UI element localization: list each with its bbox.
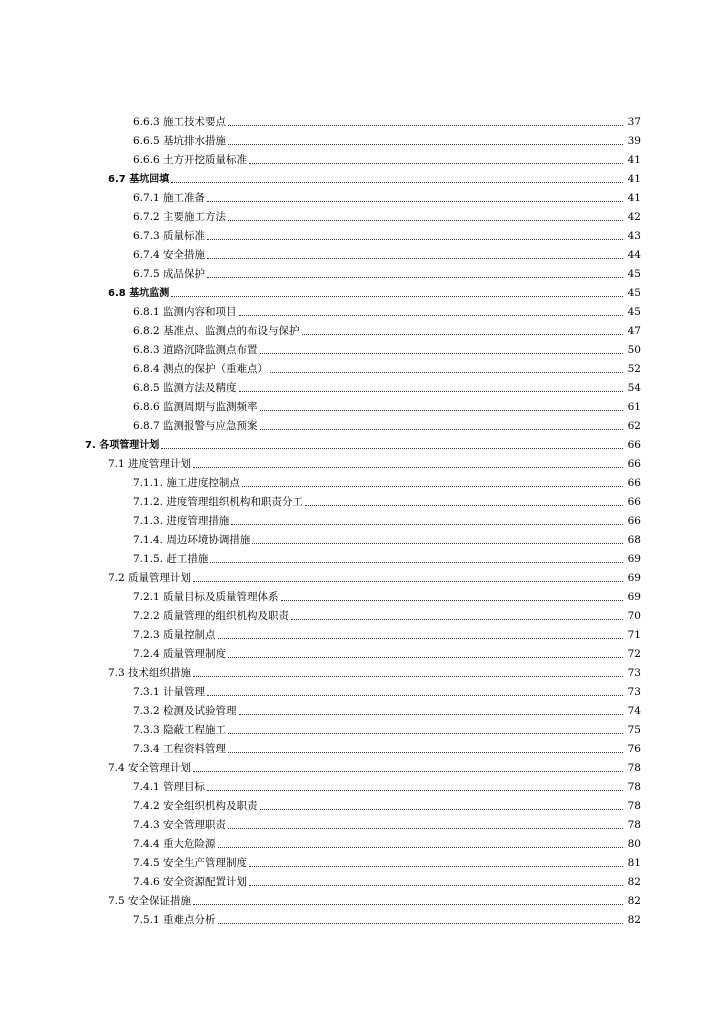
toc-entry-title: 7.2.2 质量管理的组织机构及职责 <box>133 610 290 622</box>
toc-dot-leader <box>161 448 623 449</box>
toc-entry-title: 6.8 基坑监测 <box>108 288 170 299</box>
toc-entry-title: 6.7.1 施工准备 <box>133 192 206 204</box>
toc-entry[interactable] <box>0 148 724 167</box>
toc-entry[interactable] <box>0 300 724 319</box>
toc-dot-leader <box>218 638 623 639</box>
toc-entry[interactable] <box>0 452 724 471</box>
toc-page-number: 74 <box>627 705 641 717</box>
toc-entry[interactable] <box>0 737 724 756</box>
toc-entry[interactable] <box>0 528 724 547</box>
toc-page-number: 68 <box>627 534 641 546</box>
toc-page-number: 45 <box>627 306 641 318</box>
toc-entry-title: 7.5 安全保证措施 <box>108 895 192 907</box>
toc-entry-title: 7.4.1 管理目标 <box>133 781 206 793</box>
toc-dot-leader <box>193 904 623 905</box>
toc-page-number: 47 <box>627 325 641 337</box>
toc-entry[interactable] <box>0 699 724 718</box>
toc-page-number: 75 <box>627 724 641 736</box>
toc-entry[interactable] <box>0 414 724 433</box>
toc-entry[interactable] <box>0 433 724 452</box>
toc-page-number: 69 <box>627 553 641 565</box>
toc-entry-title: 7.1 进度管理计划 <box>108 458 192 470</box>
toc-dot-leader <box>193 771 623 772</box>
toc-page-number: 66 <box>627 496 641 508</box>
toc-entry-title: 6.7.2 主要施工方法 <box>133 211 227 223</box>
toc-entry[interactable] <box>0 357 724 376</box>
toc-entry-title: 6.8.4 测点的保护（重难点） <box>133 363 269 375</box>
toc-entry-title: 6.7.3 质量标准 <box>133 230 206 242</box>
toc-dot-leader <box>207 258 623 259</box>
toc-entry-title: 7.4 安全管理计划 <box>108 762 192 774</box>
toc-entry-title: 7.1.2. 进度管理组织机构和职责分工 <box>133 496 303 508</box>
toc-page-number: 41 <box>627 154 641 166</box>
toc-entry[interactable] <box>0 110 724 129</box>
toc-page-number: 45 <box>627 268 641 280</box>
toc-entry[interactable] <box>0 319 724 338</box>
toc-dot-leader <box>210 562 623 563</box>
toc-entry[interactable] <box>0 661 724 680</box>
toc-entry[interactable] <box>0 813 724 832</box>
toc-dot-leader <box>291 619 623 620</box>
toc-entry[interactable] <box>0 395 724 414</box>
toc-dot-leader <box>228 733 623 734</box>
toc-dot-leader <box>207 201 623 202</box>
toc-dot-leader <box>228 752 623 753</box>
toc-page-number: 71 <box>627 629 641 641</box>
toc-entry[interactable] <box>0 376 724 395</box>
toc-entry[interactable] <box>0 889 724 908</box>
toc-entry-title: 7.3.2 检测及试验管理 <box>133 705 237 717</box>
toc-page-number: 61 <box>627 401 641 413</box>
toc-page-number: 69 <box>627 591 641 603</box>
toc-entry-title: 7.2.4 质量管理制度 <box>133 648 227 660</box>
toc-entry[interactable] <box>0 851 724 870</box>
toc-entry-title: 6.6.6 土方开挖质量标准 <box>133 154 248 166</box>
toc-dot-leader <box>239 391 623 392</box>
toc-entry-title: 6.8.6 监测周期与监测频率 <box>133 401 258 413</box>
toc-dot-leader <box>281 600 623 601</box>
toc-entry-title: 6.7 基坑回填 <box>108 174 170 185</box>
toc-dot-leader <box>260 809 623 810</box>
toc-entry[interactable] <box>0 224 724 243</box>
toc-dot-leader <box>270 372 623 373</box>
toc-entry-title: 7.2.3 质量控制点 <box>133 629 216 641</box>
toc-dot-leader <box>193 581 623 582</box>
toc-entry-title: 7.4.2 安全组织机构及职责 <box>133 800 258 812</box>
toc-entry[interactable] <box>0 756 724 775</box>
toc-dot-leader <box>228 828 623 829</box>
toc-entry-title: 7.1.3. 进度管理措施 <box>133 515 230 527</box>
toc-dot-leader <box>171 296 623 297</box>
toc-dot-leader <box>193 676 623 677</box>
toc-page-number: 44 <box>627 249 641 261</box>
toc-entry[interactable] <box>0 243 724 262</box>
toc-page-number: 66 <box>627 477 641 489</box>
toc-entry-title: 6.7.5 成品保护 <box>133 268 206 280</box>
toc-entry-title: 7.2.1 质量目标及质量管理体系 <box>133 591 279 603</box>
toc-page-number: 50 <box>627 344 641 356</box>
toc-entry-title: 6.8.3 道路沉降监测点布置 <box>133 344 258 356</box>
toc-entry-title: 7. 各项管理计划 <box>85 440 160 451</box>
toc-page-number: 39 <box>627 135 641 147</box>
toc-entry[interactable] <box>0 604 724 623</box>
toc-entry[interactable] <box>0 642 724 661</box>
toc-dot-leader <box>249 885 623 886</box>
toc-page-number: 43 <box>627 230 641 242</box>
toc-entry-title: 7.1.1. 施工进度控制点 <box>133 477 240 489</box>
toc-dot-leader <box>260 353 623 354</box>
toc-page-number: 37 <box>627 116 641 128</box>
toc-entry-title: 7.4.5 安全生产管理制度 <box>133 857 248 869</box>
toc-entry[interactable] <box>0 471 724 490</box>
toc-entry[interactable] <box>0 167 724 186</box>
toc-dot-leader <box>231 524 623 525</box>
toc-entry-title: 7.3 技术组织措施 <box>108 667 192 679</box>
toc-entry[interactable] <box>0 281 724 300</box>
toc-dot-leader <box>228 144 623 145</box>
toc-entry[interactable] <box>0 205 724 224</box>
toc-entry[interactable] <box>0 775 724 794</box>
toc-entry-title: 7.3.1 计量管理 <box>133 686 206 698</box>
toc-entry[interactable] <box>0 509 724 528</box>
toc-entry[interactable] <box>0 566 724 585</box>
toc-page-number: 73 <box>627 667 641 679</box>
toc-entry-title: 6.8.1 监测内容和项目 <box>133 306 237 318</box>
toc-page-number: 81 <box>627 857 641 869</box>
toc-entry-title: 7.4.4 重大危险源 <box>133 838 216 850</box>
toc-page-number: 76 <box>627 743 641 755</box>
toc-entry[interactable] <box>0 186 724 205</box>
toc-page-number: 62 <box>627 420 641 432</box>
toc-dot-leader <box>193 467 623 468</box>
toc-dot-leader <box>260 429 623 430</box>
toc-entry-title: 6.8.5 监测方法及精度 <box>133 382 237 394</box>
toc-dot-leader <box>239 315 623 316</box>
toc-page-number: 66 <box>627 515 641 527</box>
toc-page-number: 41 <box>627 192 641 204</box>
toc-entry-title: 6.8.2 基准点、监测点的布设与保护 <box>133 325 300 337</box>
toc-entry[interactable] <box>0 718 724 737</box>
toc-entry-title: 7.2 质量管理计划 <box>108 572 192 584</box>
toc-page-number: 54 <box>627 382 641 394</box>
toc-entry[interactable] <box>0 680 724 699</box>
toc-entry-title: 7.3.4 工程资料管理 <box>133 743 227 755</box>
toc-entry[interactable] <box>0 585 724 604</box>
toc-entry-title: 7.4.3 安全管理职责 <box>133 819 227 831</box>
toc-dot-leader <box>207 695 623 696</box>
toc-entry[interactable] <box>0 262 724 281</box>
toc-dot-leader <box>252 543 623 544</box>
toc-page-number: 78 <box>627 781 641 793</box>
toc-page-number: 45 <box>627 287 641 299</box>
toc-entry[interactable] <box>0 547 724 566</box>
toc-entry[interactable] <box>0 338 724 357</box>
toc-page-number: 80 <box>627 838 641 850</box>
toc-entry-title: 7.4.6 安全资源配置计划 <box>133 876 248 888</box>
toc-dot-leader <box>171 182 623 183</box>
toc-dot-leader <box>207 239 623 240</box>
toc-dot-leader <box>207 277 623 278</box>
toc-entry-title: 6.7.4 安全措施 <box>133 249 206 261</box>
toc-dot-leader <box>249 866 623 867</box>
table-of-contents <box>0 110 724 927</box>
toc-entry-title: 6.6.3 施工技术要点 <box>133 116 227 128</box>
toc-page-number: 70 <box>627 610 641 622</box>
toc-entry-title: 7.3.3 隐蔽工程施工 <box>133 724 227 736</box>
toc-dot-leader <box>242 486 623 487</box>
toc-page-number: 78 <box>627 819 641 831</box>
toc-dot-leader <box>260 410 623 411</box>
toc-dot-leader <box>228 220 623 221</box>
toc-entry-title: 7.5.1 重难点分析 <box>133 914 216 926</box>
toc-dot-leader <box>218 847 623 848</box>
toc-page-number: 82 <box>627 914 641 926</box>
toc-entry-title: 6.6.5 基坑排水措施 <box>133 135 227 147</box>
toc-entry[interactable] <box>0 832 724 851</box>
toc-page-number: 78 <box>627 800 641 812</box>
toc-page-number: 66 <box>627 458 641 470</box>
toc-entry-title: 7.1.4. 周边环境协调措施 <box>133 534 251 546</box>
toc-page-number: 42 <box>627 211 641 223</box>
toc-page-number: 69 <box>627 572 641 584</box>
toc-page-number: 66 <box>627 439 641 451</box>
toc-dot-leader <box>207 790 623 791</box>
toc-entry[interactable] <box>0 794 724 813</box>
toc-dot-leader <box>302 334 623 335</box>
toc-dot-leader <box>218 923 623 924</box>
toc-page-number: 82 <box>627 876 641 888</box>
toc-entry[interactable] <box>0 490 724 509</box>
toc-entry[interactable] <box>0 908 724 927</box>
toc-dot-leader <box>239 714 623 715</box>
toc-page-number: 41 <box>627 173 641 185</box>
toc-dot-leader <box>228 125 623 126</box>
toc-dot-leader <box>305 505 623 506</box>
toc-entry[interactable] <box>0 870 724 889</box>
toc-entry-title: 7.1.5. 赶工措施 <box>133 553 209 565</box>
toc-entry[interactable] <box>0 129 724 148</box>
toc-dot-leader <box>249 163 623 164</box>
toc-entry[interactable] <box>0 623 724 642</box>
toc-dot-leader <box>228 657 623 658</box>
toc-page-number: 78 <box>627 762 641 774</box>
toc-page-number: 82 <box>627 895 641 907</box>
toc-page-number: 52 <box>627 363 641 375</box>
toc-entry-title: 6.8.7 监测报警与应急预案 <box>133 420 258 432</box>
toc-page-number: 72 <box>627 648 641 660</box>
toc-page-number: 73 <box>627 686 641 698</box>
